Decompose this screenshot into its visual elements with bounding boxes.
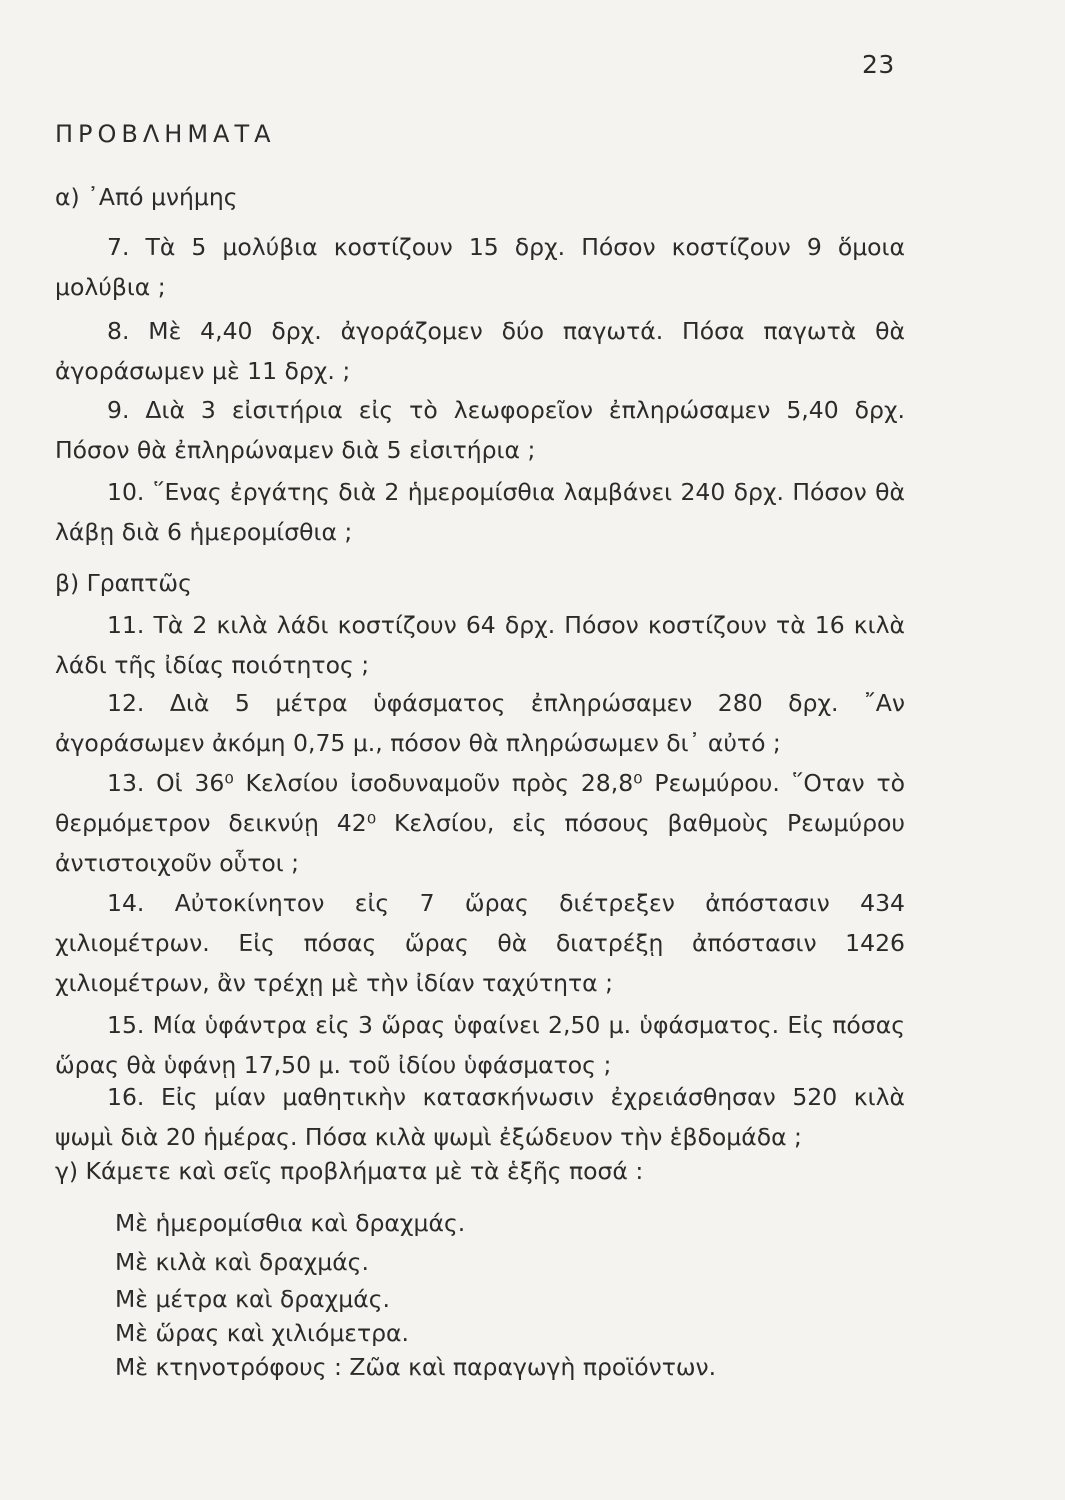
exercise-item: Μὲ μέτρα καὶ δραχμάς. <box>115 1285 390 1313</box>
exercise-item: Μὲ ὥρας καὶ χιλιόμετρα. <box>115 1319 410 1347</box>
problem-7: 7. Τὰ 5 μολύβια κοστίζουν 15 δρχ. Πόσον κοστίζουν 9 ὅμοια μολύβια ; <box>55 233 905 301</box>
section-c-label: γ) Κάμετε καὶ σεῖς προβλήματα μὲ τὰ ἑξῆς ποσά : <box>55 1157 644 1185</box>
problem-11: 11. Τὰ 2 κιλὰ λάδι κοστίζουν 64 δρχ. Πόσον κοστίζουν τὰ 16 κιλὰ λάδι τῆς ἰδίας ποιότητος ; <box>55 611 905 679</box>
problem-15: 15. Μία ὑφάντρα εἰς 3 ὥρας ὑφαίνει 2,50 μ. ὑφάσματος. Εἰς πόσας ὥρας θὰ ὑφάνῃ 17,50 μ. τοῦ ἰδίου ὑφάσματος ; <box>55 1011 905 1079</box>
exercise-item: Μὲ κτηνοτρόφους : Ζῶα καὶ παραγωγὴ προϊόντων. <box>115 1353 717 1381</box>
exercise-item: Μὲ ἡμερομίσθια καὶ δραχμάς. <box>115 1209 466 1237</box>
section-a-label: α) ᾿Από μνήμης <box>55 183 238 211</box>
exercise-item: Μὲ κιλὰ καὶ δραχμάς. <box>115 1248 369 1276</box>
problem-12: 12. Διὰ 5 μέτρα ὑφάσματος ἐπληρώσαμεν 280 δρχ. ῎Αν ἀγοράσωμεν ἀκόμη 0,75 μ., πόσον θὰ πληρώσωμεν δι᾿ αὐτό ; <box>55 689 905 757</box>
page-number: 23 <box>862 50 895 79</box>
problem-10: 10. ῞Ενας ἐργάτης διὰ 2 ἡμερομίσθια λαμβάνει 240 δρχ. Πόσον θὰ λάβῃ διὰ 6 ἡμερομίσθια ; <box>55 478 905 546</box>
section-b-label: β) Γραπτῶς <box>55 569 192 597</box>
section-heading: ΠΡΟΒΛΗΜΑΤΑ <box>55 120 276 148</box>
problem-16: 16. Εἰς μίαν μαθητικὴν κατασκήνωσιν ἐχρειάσθησαν 520 κιλὰ ψωμὶ διὰ 20 ἡμέρας. Πόσα κιλὰ ψωμὶ ἐξώδευον τὴν ἑβδομάδα ; <box>55 1083 905 1151</box>
problem-9: 9. Διὰ 3 εἰσιτήρια εἰς τὸ λεωφορεῖον ἐπληρώσαμεν 5,40 δρχ. Πόσον θὰ ἐπληρώναμεν διὰ 5 εἰσιτήρια ; <box>55 396 905 464</box>
problem-14: 14. Αὐτοκίνητον εἰς 7 ὥρας διέτρεξεν ἀπόστασιν 434 χιλιομέτρων. Εἰς πόσας ὥρας θὰ διατρέξῃ ἀπόστασιν 1426 χιλιομέτρων, ἂν τρέχῃ μὲ τὴν ἰδίαν ταχύτητα ; <box>55 889 905 997</box>
problem-13: 13. Οἱ 36⁰ Κελσίου ἰσοδυναμοῦν πρὸς 28,8⁰ Ρεωμύρου. ῞Οταν τὸ θερμόμετρον δεικνύῃ 42⁰ Κελσίου, εἰς πόσους βαθμοὺς Ρεωμύρου ἀντιστοιχοῦν οὗτοι ; <box>55 769 905 877</box>
problem-8: 8. Μὲ 4,40 δρχ. ἀγοράζομεν δύο παγωτά. Πόσα παγωτὰ θὰ ἀγοράσωμεν μὲ 11 δρχ. ; <box>55 317 905 385</box>
